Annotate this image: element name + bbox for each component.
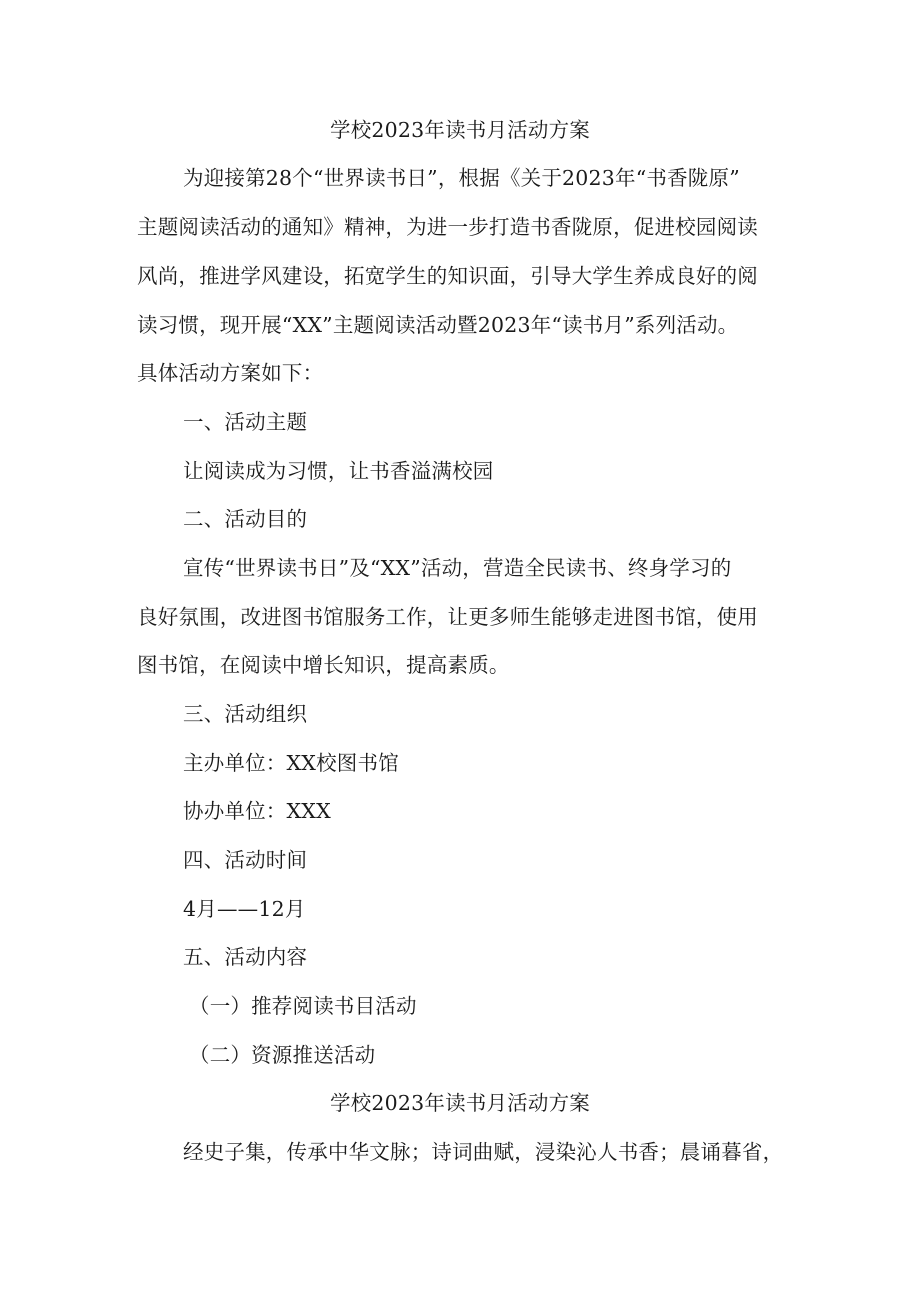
intro-line-4: 读习惯，现开展“XX”主题阅读活动暨2023年“读书月”系列活动。 (137, 313, 739, 337)
section-1-heading: 一、活动主题 (183, 410, 308, 434)
intro-line-5: 具体活动方案如下： (137, 361, 324, 385)
section-2-line-2: 良好氛围，改进图书馆服务工作，让更多师生能够走进图书馆，使用 (137, 605, 758, 629)
intro-line-3: 风尚，推进学风建设，拓宽学生的知识面，引导大学生养成良好的阅 (137, 264, 758, 288)
section-5-item-1: （一）推荐阅读书目活动 (189, 994, 417, 1018)
section-5-heading: 五、活动内容 (183, 945, 308, 969)
section-3-heading: 三、活动组织 (183, 702, 308, 726)
section-2-heading: 二、活动目的 (183, 507, 308, 531)
section-5-item-2: （二）资源推送活动 (189, 1043, 376, 1067)
section-4-content: 4月——12月 (183, 897, 306, 921)
section-3-host: 主办单位：XX校图书馆 (183, 751, 399, 775)
document-title: 学校2023年读书月活动方案 (330, 118, 590, 142)
intro-line-2: 主题阅读活动的通知》精神，为进一步打造书香陇原，促进校园阅读 (137, 215, 758, 239)
section-4-heading: 四、活动时间 (183, 848, 308, 872)
section-2-line-1: 宣传“世界读书日”及“XX”活动，营造全民读书、终身学习的 (183, 556, 732, 580)
intro-line-1: 为迎接第28个“世界读书日”，根据《关于2023年“书香陇原” (183, 166, 740, 190)
section-3-co-host: 协办单位：XXX (183, 799, 331, 823)
second-intro-line: 经史子集，传承中华文脉；诗词曲赋，浸染沁人书香；晨诵暮省， (183, 1140, 784, 1164)
section-2-line-3: 图书馆，在阅读中增长知识，提高素质。 (137, 653, 510, 677)
section-1-content: 让阅读成为习惯，让书香溢满校园 (183, 459, 494, 483)
second-document-title: 学校2023年读书月活动方案 (330, 1091, 590, 1115)
